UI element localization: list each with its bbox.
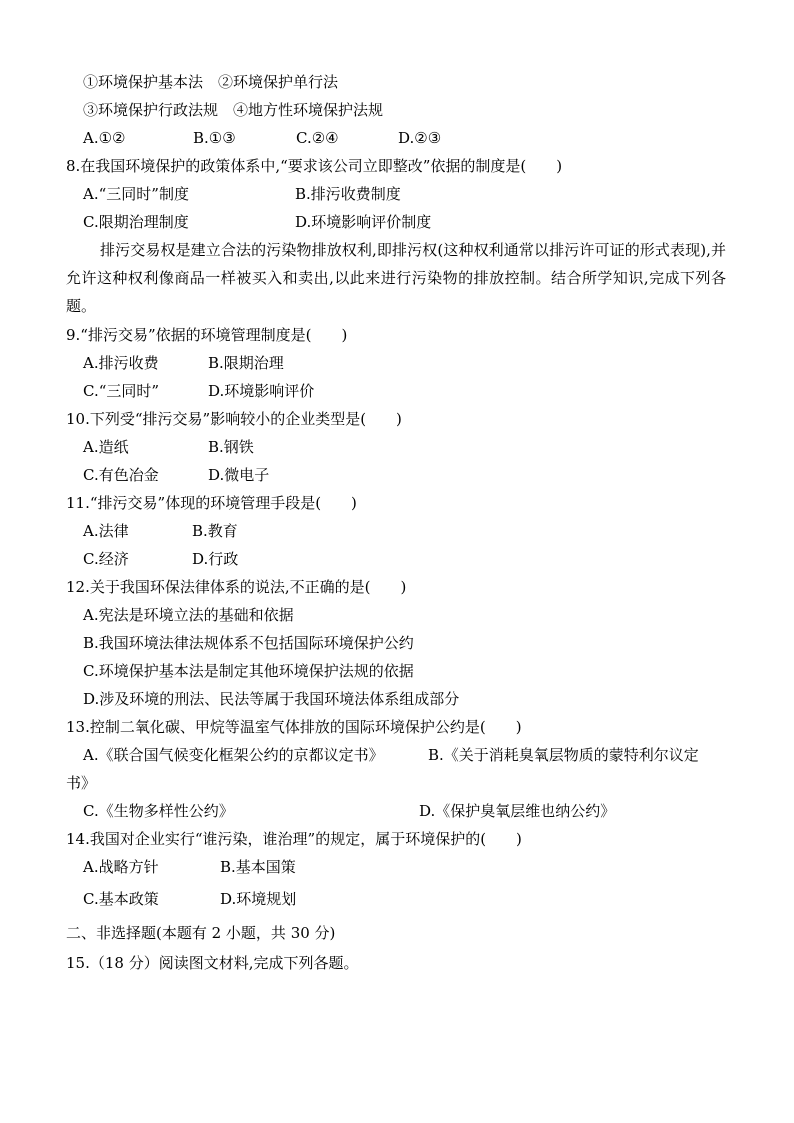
q11-option-c: C.经济 xyxy=(83,550,129,568)
q14-option-b: B.基本国策 xyxy=(220,858,296,876)
q9-option-d: D.环境影响评价 xyxy=(208,382,315,400)
q12-option-c: C.环境保护基本法是制定其他环境保护法规的依据 xyxy=(83,662,414,680)
question-14: 14.我国对企业实行“谁污染，谁治理”的规定，属于环境保护的( ) xyxy=(66,830,522,848)
q8-option-b: B.排污收费制度 xyxy=(295,185,401,203)
question-8: 8.在我国环境保护的政策体系中,“要求该公司立即整改”依据的制度是( ) xyxy=(66,157,563,175)
q10-option-b: B.钢铁 xyxy=(208,438,254,456)
question-11: 11.“排污交易”体现的环境管理手段是( ) xyxy=(66,494,357,512)
q13-option-b: B.《关于消耗臭氧层物质的蒙特利尔议定 xyxy=(428,746,699,764)
question-9: 9.“排污交易”依据的环境管理制度是( ) xyxy=(66,326,348,344)
q14-option-d: D.环境规划 xyxy=(220,890,297,908)
q12-option-d: D.涉及环境的刑法、民法等属于我国环境法体系组成部分 xyxy=(83,690,460,708)
q13-option-c: C.《生物多样性公约》 xyxy=(83,802,234,820)
q11-option-b: B.教育 xyxy=(192,522,238,540)
q12-option-b: B.我国环境法律法规体系不包括国际环境保护公约 xyxy=(83,634,414,652)
q7-statement-3-4: ③环境保护行政法规 ④地方性环境保护法规 xyxy=(83,101,384,119)
question-15: 15.（18 分）阅读图文材料,完成下列各题。 xyxy=(66,954,359,972)
question-13: 13.控制二氧化碳、甲烷等温室气体排放的国际环境保护公约是( ) xyxy=(66,718,522,736)
q11-option-d: D.行政 xyxy=(192,550,239,568)
q10-option-a: A.造纸 xyxy=(83,438,129,456)
reading-passage: 排污交易权是建立合法的污染物排放权利,即排污权(这种权利通常以排污许可证的形式表现),并允许这种权利像商品一样被买入和卖出,以此来进行污染物的排放控制。结合所学知识,完成下列各题。 xyxy=(66,241,726,315)
q9-option-b: B.限期治理 xyxy=(208,354,284,372)
q9-option-a: A.排污收费 xyxy=(83,354,159,372)
q7-option-a: A.①② xyxy=(83,129,126,147)
q8-option-c: C.限期治理制度 xyxy=(83,213,189,231)
q10-option-c: C.有色冶金 xyxy=(83,466,159,484)
question-10: 10.下列受“排污交易”影响较小的企业类型是( ) xyxy=(66,410,402,428)
q14-option-c: C.基本政策 xyxy=(83,890,159,908)
q7-option-b: B.①③ xyxy=(193,129,236,147)
q11-option-a: A.法律 xyxy=(83,522,129,540)
q13-option-a: A.《联合国气候变化框架公约的京都议定书》 xyxy=(83,746,384,764)
question-12: 12.关于我国环保法律体系的说法,不正确的是( ) xyxy=(66,578,407,596)
q7-option-d: D.②③ xyxy=(398,129,442,147)
q14-option-a: A.战略方针 xyxy=(83,858,159,876)
q7-option-c: C.②④ xyxy=(296,129,339,147)
q8-option-d: D.环境影响评价制度 xyxy=(295,213,432,231)
q13-option-d: D.《保护臭氧层维也纳公约》 xyxy=(419,802,616,820)
q7-statement-1-2: ①环境保护基本法 ②环境保护单行法 xyxy=(83,73,339,91)
q13-option-b-continued: 书》 xyxy=(66,774,97,792)
q12-option-a: A.宪法是环境立法的基础和依据 xyxy=(83,606,294,624)
q9-option-c: C.“三同时” xyxy=(83,382,160,400)
q8-option-a: A.“三同时”制度 xyxy=(83,185,189,203)
section-2-heading: 二、非选择题(本题有 2 小题，共 30 分) xyxy=(66,924,336,942)
q10-option-d: D.微电子 xyxy=(208,466,270,484)
